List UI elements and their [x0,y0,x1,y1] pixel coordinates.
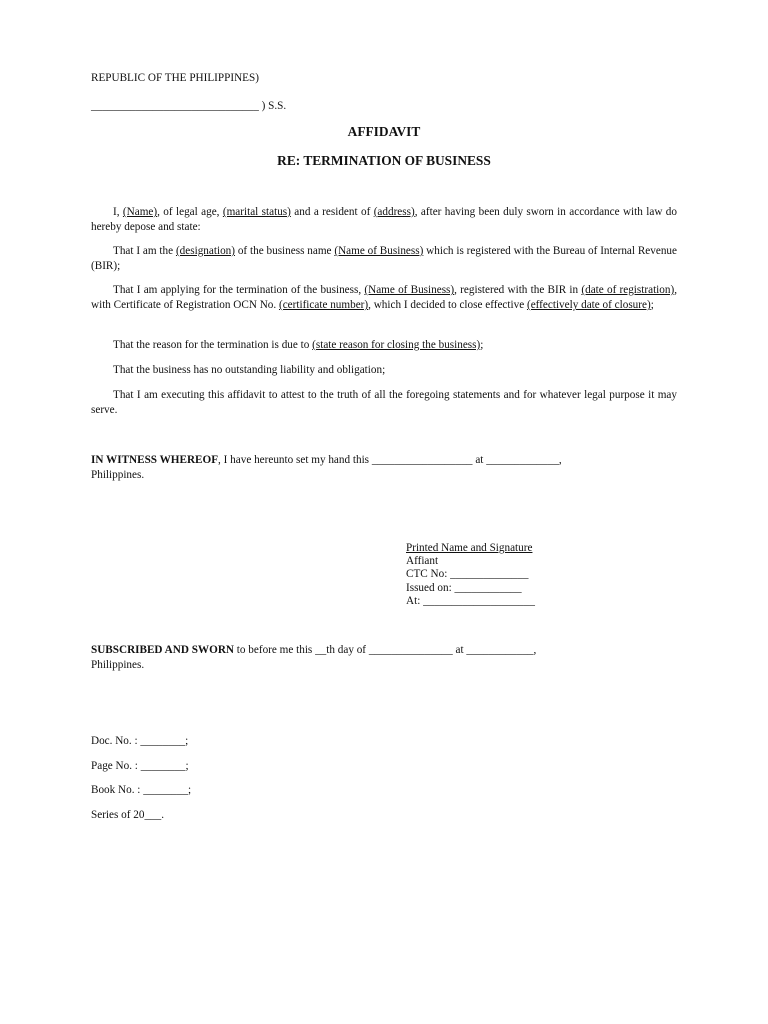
field-marital-status: (marital status) [222,206,291,218]
field-reason: (state reason for closing the business) [312,339,481,351]
series-year: Series of 20___. [91,809,165,821]
field-designation: (designation) [175,245,235,257]
subscribed-heading: SUBSCRIBED AND SWORN [91,644,234,656]
paragraph-purpose: That I am executing this affidavit to attest to the truth of all the foregoing statements and for whatever legal purpose it may serve. [91,389,677,417]
signature-block [406,542,535,608]
printed-name-signature: Printed Name and Signature [406,542,533,554]
issued-on: Issued on: ____________ [406,581,522,594]
field-closure-date: (effectively date of closure) [526,299,651,312]
document-subtitle: RE: TERMINATION OF BUSINESS [277,153,491,168]
republic-header: REPUBLIC OF THE PHILIPPINES) [91,72,259,84]
field-date-of-registration: (date of registration) [581,284,675,296]
page-number: Page No. : ________; [91,760,189,772]
ctc-number: CTC No: ______________ [406,568,529,581]
field-name: (Name) [122,206,158,218]
affiant-label: Affiant [406,555,439,568]
paragraph-designation: That I am the (designation) of the business name (Name of Business) which is registered with the Bureau of Internal Revenue (BIR); [91,245,677,273]
ss-line: ______________________________ ) S.S. [91,100,287,112]
field-business-name: (Name of Business) [334,245,424,257]
issued-at: At: ____________________ [406,594,535,607]
field-address: (address) [373,206,415,218]
field-certificate-number: (certificate number) [278,299,369,312]
book-number: Book No. : ________; [91,784,192,796]
paragraph-reason: That the reason for the termination is due to (state reason for closing the business); [113,339,484,351]
paragraph-identity: I, (Name), of legal age, (marital status) and a resident of (address), after having been duly sworn in accordance with law do hereby depose and state: [91,206,677,234]
paragraph-termination: That I am applying for the termination of the business, (Name of Business), registered with the BIR in (date of registration), with Certificate of Registration OCN No. (certificate number), which I decided to close effective (effectively date of closure); [91,284,677,312]
subscribed-clause: SUBSCRIBED AND SWORN to before me this __th day of _______________ at ____________, Philippines. [91,644,537,672]
witness-heading: IN WITNESS WHEREOF [91,454,219,466]
doc-number: Doc. No. : ________; [91,735,189,747]
field-business-name-2: (Name of Business) [364,284,455,296]
paragraph-liability: That the business has no outstanding liability and obligation; [113,364,386,376]
witness-clause: IN WITNESS WHEREOF, I have hereunto set my hand this __________________ at _____________, Philippines. [91,454,562,482]
document-title: AFFIDAVIT [347,124,421,139]
